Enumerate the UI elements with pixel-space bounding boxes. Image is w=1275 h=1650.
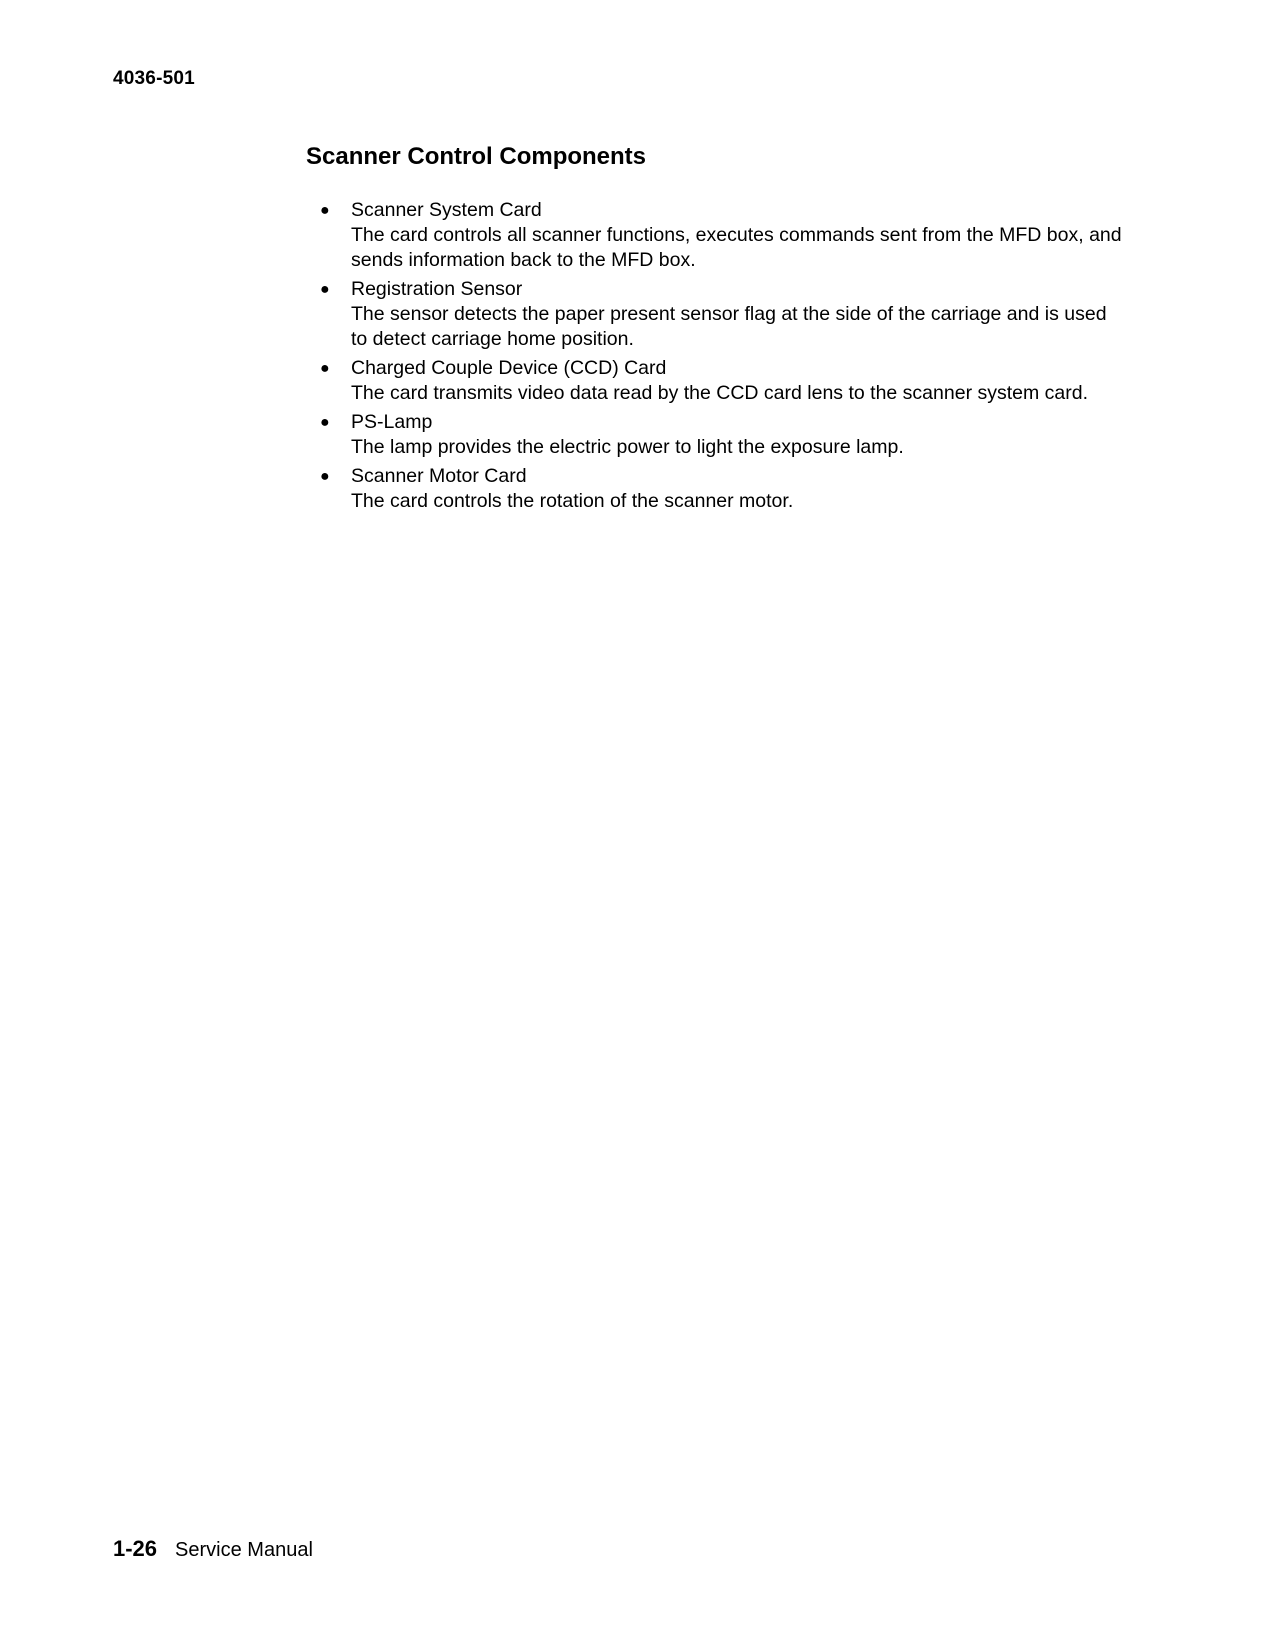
list-item	[306, 464, 1126, 514]
item-name: Registration Sensor	[351, 278, 523, 300]
bullet-icon: ●	[320, 202, 330, 219]
bullet-icon: ●	[320, 468, 330, 485]
item-description: The card controls the rotation of the scanner motor.	[351, 490, 794, 512]
manual-name: Service Manual	[175, 1539, 313, 1561]
list-item	[306, 356, 1126, 406]
item-name: Scanner System Card	[351, 199, 542, 221]
bullet-icon: ●	[320, 281, 330, 298]
component-list	[306, 198, 1126, 518]
page-number: 1-26	[113, 1536, 158, 1561]
item-description: The card controls all scanner functions, executes commands sent from the MFD box, and sends information back to the MFD box.	[351, 224, 1122, 271]
item-name: Scanner Motor Card	[351, 465, 527, 487]
list-item	[306, 277, 1126, 352]
item-description: The card transmits video data read by the CCD card lens to the scanner system card.	[351, 382, 1089, 404]
item-name: Charged Couple Device (CCD) Card	[351, 357, 667, 379]
item-description: The lamp provides the electric power to light the exposure lamp.	[351, 436, 904, 458]
document-number: 4036-501	[113, 68, 195, 89]
bullet-icon: ●	[320, 414, 330, 431]
item-description: The sensor detects the paper present sensor flag at the side of the carriage and is used to detect carriage home position.	[351, 303, 1107, 350]
list-item	[306, 198, 1126, 273]
bullet-icon: ●	[320, 360, 330, 377]
item-name: PS-Lamp	[351, 411, 433, 433]
list-item	[306, 410, 1126, 460]
page-footer	[113, 1536, 313, 1563]
section-title: Scanner Control Components	[306, 143, 647, 170]
